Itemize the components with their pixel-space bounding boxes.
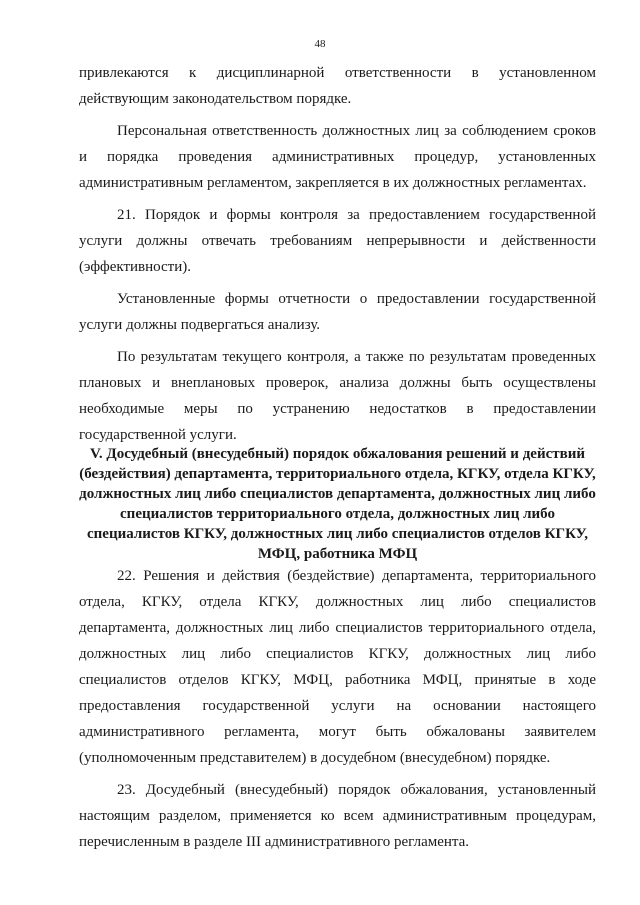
text-block-1 <box>79 60 596 448</box>
section-heading: V. Досудебный (внесудебный) порядок обжалования решений и действий (бездействия) департамента, территориального отдела, КГКУ, отдела КГКУ, должностных лиц либо специалистов департамента, должностных лиц либо специалистов территориального отдела, должностных лиц либо специалистов КГКУ, должностных лиц либо специалистов отделов КГКУ, МФЦ, работника МФЦ <box>79 446 596 562</box>
paragraph-22: 22. Решения и действия (бездействие) департамента, территориального отдела, КГКУ, отдела КГКУ, должностных лиц либо специалистов департамента, должностных лиц либо специалистов территориального отдела, должностных лиц либо специалистов КГКУ, должностных лиц либо специалистов отделов КГКУ, МФЦ, работника МФЦ, принятые в ходе предоставления государственной услуги на основании настоящего административного регламента, могут быть обжалованы заявителем (уполномоченным представителем) в досудебном (внесудебном) порядке. <box>79 568 596 766</box>
page-number: 48 <box>314 38 326 50</box>
paragraph-reporting-forms: Установленные формы отчетности о предоставлении государственной услуги должны подвергаться анализу. <box>79 291 596 333</box>
text-block-2 <box>79 563 596 855</box>
paragraph-personal-responsibility: Персональная ответственность должностных лиц за соблюдением сроков и порядка проведения административных процедур, установленных административным регламентом, закрепляется в их должностных регламентах. <box>79 123 596 191</box>
paragraph-21: 21. Порядок и формы контроля за предоставлением государственной услуги должны отвечать требованиям непрерывности и действенности (эффективности). <box>79 207 596 275</box>
paragraph-continuation: привлекаются к дисциплинарной ответственности в установленном действующим законодательством порядке. <box>79 65 596 107</box>
paragraph-control-results: По результатам текущего контроля, а также по результатам проведенных плановых и внеплановых проверок, анализа должны быть осуществлены необходимые меры по устранению недостатков в предоставлении государственной услуги. <box>79 349 596 443</box>
paragraph-23: 23. Досудебный (внесудебный) порядок обжалования, установленный настоящим разделом, применяется ко всем административным процедурам, перечисленным в разделе III административного регламента. <box>79 782 596 850</box>
